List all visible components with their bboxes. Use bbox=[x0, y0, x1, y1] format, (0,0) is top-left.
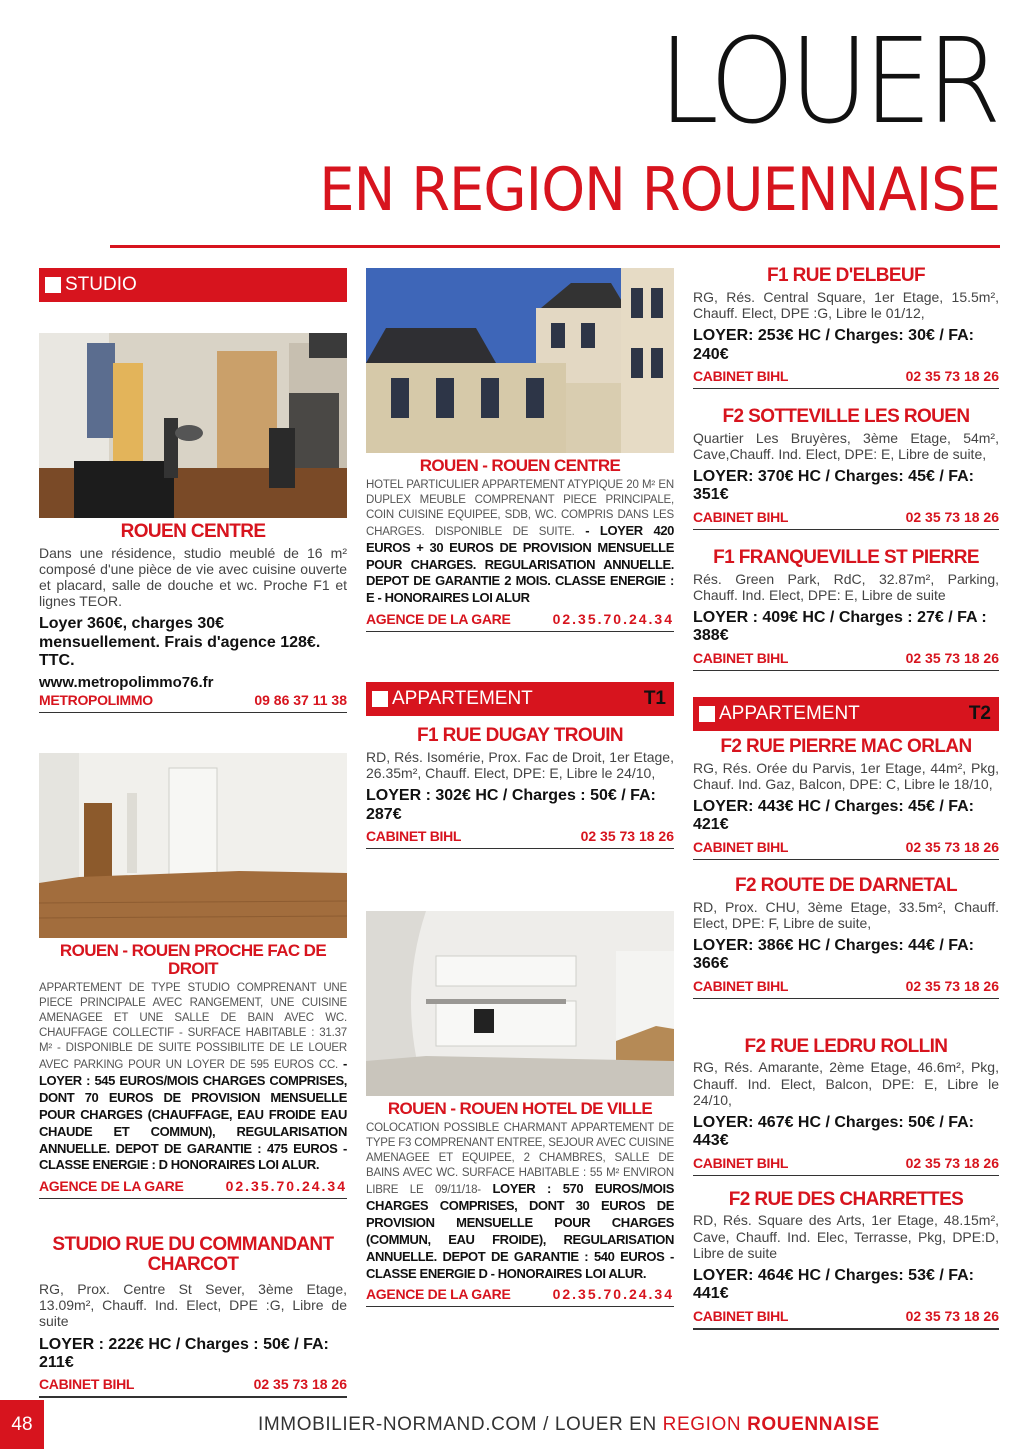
footer-rouennaise: ROUENNAISE bbox=[747, 1414, 880, 1435]
agency-name: CABINET BIHL bbox=[693, 977, 789, 994]
listing-contact bbox=[39, 692, 347, 712]
listing-rouen-centre bbox=[39, 522, 347, 713]
listing-photo-building bbox=[366, 268, 674, 453]
listing-contact bbox=[693, 1308, 999, 1328]
listing-description: RG, Rés. Amarante, 2ème Etage, 46.6m², Pkg, Chauff. Ind. Elect, Balcon, DPE: E, Libre le 24/10, bbox=[693, 1059, 999, 1108]
listing-studio-charcot bbox=[39, 1235, 347, 1398]
listing-title: F2 RUE LEDRU ROLLIN bbox=[744, 1035, 948, 1057]
listing-contact bbox=[693, 1155, 999, 1175]
agency-name: CABINET BIHL bbox=[693, 1307, 789, 1324]
agency-name: AGENCE DE LA GARE bbox=[366, 1286, 511, 1303]
listing-description-text: APPARTEMENT DE TYPE STUDIO COMPRENANT UNE PIECE PRINCIPALE AVEC RANGEMENT, UNE CUISINE AMENAGEE ET UNE SALLE DE BAIN AVEC WC. CHAUFFAGE COLLECTIF - SURFACE HABITABLE : 31.37 M² - DISPONIBLE DE SUITE POSSIBILITE DE LE LOUER AVEC PARKING POUR UN LOYER DE 595 EUROS CC. bbox=[39, 982, 347, 1071]
listing-rue-elbeuf bbox=[693, 266, 999, 389]
divider bbox=[693, 529, 999, 530]
listing-price-details: - LOYER : 545 EUROS/MOIS CHARGES COMPRISES, DONT 70 EUROS DE PROVISION MENSUELLE POUR CHARGES (CHAUFFAGE, EAU FROIDE EAU CHAUDE ET COMMUN), REGULARISATION ANNUELLE. DEPOT DE GARANTIE : 475 EUROS - CLASSE ENERGIE : D HONORAIRES LOI ALUR. bbox=[39, 1055, 347, 1173]
agency-name: METROPOLIMMO bbox=[39, 692, 153, 709]
listing-description bbox=[366, 1121, 674, 1282]
listing-description: Rés. Green Park, RdC, 32.87m², Parking, Chauff. Ind. Elect, DPE: E, Libre de suite bbox=[693, 570, 999, 603]
footer-louer: LOUER EN bbox=[554, 1414, 663, 1435]
section-label: APPARTEMENT bbox=[719, 702, 860, 724]
title-divider bbox=[110, 245, 1000, 248]
square-icon bbox=[372, 691, 388, 707]
agency-phone: 02 35 73 18 26 bbox=[580, 828, 674, 845]
listing-title: ROUEN - ROUEN HOTEL DE VILLE bbox=[387, 1099, 653, 1119]
agency-phone: 09 86 37 11 38 bbox=[254, 692, 347, 709]
listing-photo-empty-room bbox=[39, 753, 347, 938]
listing-title: ROUEN - ROUEN CENTRE bbox=[419, 456, 621, 475]
listing-title: F1 RUE DUGAY TROUIN bbox=[416, 725, 624, 747]
square-icon bbox=[45, 277, 61, 293]
listing-franqueville bbox=[693, 548, 999, 671]
listing-title: ROUEN CENTRE bbox=[120, 521, 266, 542]
listing-darnetal bbox=[693, 876, 999, 999]
agency-phone: 02 35 73 18 26 bbox=[905, 977, 999, 994]
column-3 bbox=[693, 266, 999, 1330]
listing-price: Loyer 360€, charges 30€ mensuellement. Frais d'agence 128€. TTC. bbox=[39, 615, 321, 670]
divider bbox=[693, 1328, 999, 1330]
page-number: 48 bbox=[0, 1400, 44, 1449]
agency-name: CABINET BIHL bbox=[693, 508, 789, 525]
listing-title: F1 FRANQUEVILLE ST PIERRE bbox=[713, 546, 979, 568]
agency-phone: 02.35.70.24.34 bbox=[552, 1286, 674, 1303]
divider bbox=[366, 1306, 674, 1307]
listing-contact bbox=[693, 839, 999, 859]
listing-price: LOYER : 409€ HC / Charges : 27€ / FA : 388€ bbox=[693, 608, 987, 645]
agency-name: CABINET BIHL bbox=[366, 828, 462, 845]
listing-description: RD, Rés. Isomérie, Prox. Fac de Droit, 1er Etage, 26.35m², Chauff. Elect, DPE: E, Libre le 24/10, bbox=[366, 749, 674, 782]
agency-name: AGENCE DE LA GARE bbox=[39, 1178, 184, 1195]
footer-text bbox=[258, 1414, 880, 1436]
divider bbox=[693, 670, 999, 671]
divider bbox=[693, 1175, 999, 1176]
divider bbox=[693, 998, 999, 999]
listing-title: STUDIO RUE DU COMMANDANT CHARCOT bbox=[52, 1234, 334, 1276]
listing-price: LOYER: 464€ HC / Charges: 53€ / FA: 441€ bbox=[693, 1266, 974, 1303]
listing-price: LOYER: 253€ HC / Charges: 30€ / FA: 240€ bbox=[693, 327, 974, 363]
listing-title: F2 SOTTEVILLE LES ROUEN bbox=[722, 405, 970, 427]
agency-phone: 02 35 73 18 26 bbox=[253, 1376, 347, 1393]
listing-photo-kitchen bbox=[366, 911, 674, 1096]
agency-phone: 02 35 73 18 26 bbox=[905, 367, 999, 384]
listing-rouen-hotel-de-ville bbox=[366, 1100, 674, 1307]
listing-price: LOYER: 467€ HC / Charges: 50€ / FA: 443€ bbox=[693, 1113, 974, 1150]
listing-contact bbox=[693, 509, 999, 529]
divider bbox=[693, 859, 999, 860]
type-tag: T2 bbox=[968, 702, 991, 724]
agency-name: CABINET BIHL bbox=[693, 649, 789, 666]
agency-name: CABINET BIHL bbox=[693, 838, 789, 855]
divider bbox=[39, 1396, 347, 1398]
listing-contact bbox=[39, 1178, 347, 1198]
column-1 bbox=[39, 268, 347, 1398]
listing-contact bbox=[366, 1286, 674, 1306]
section-label: APPARTEMENT bbox=[392, 688, 533, 710]
listing-description: RG, Rés. Central Square, 1er Etage, 15.5m², Chauff. Elect, DPE :G, Libre le 01/12, bbox=[693, 288, 999, 322]
listing-title: F1 RUE D'ELBEUF bbox=[766, 265, 926, 286]
listing-description: RD, Prox. CHU, 3ème Etage, 33.5m², Chauff. Elect, DPE: F, Libre de suite, bbox=[693, 898, 999, 931]
divider bbox=[693, 388, 999, 389]
listing-dugay-trouin bbox=[366, 726, 674, 849]
listing-price: LOYER : 222€ HC / Charges : 50€ / FA: 211€ bbox=[39, 1335, 329, 1371]
agency-name: CABINET BIHL bbox=[39, 1376, 135, 1393]
section-header-studio bbox=[39, 268, 347, 302]
listing-title: F2 RUE PIERRE MAC ORLAN bbox=[720, 735, 972, 757]
listing-contact bbox=[693, 650, 999, 670]
divider bbox=[39, 712, 347, 713]
listing-mac-orlan bbox=[693, 737, 999, 860]
listing-title: F2 ROUTE DE DARNETAL bbox=[735, 874, 957, 896]
listing-description: Dans une résidence, studio meublé de 16 m² composé d'une pièce de vie avec cuisine ouverte et placard, salle de douche et wc. Proche F1 et lignes TEOR. bbox=[39, 544, 347, 610]
agency-phone: 02.35.70.24.34 bbox=[225, 1178, 347, 1195]
listing-title: ROUEN - ROUEN PROCHE FAC DE DROIT bbox=[59, 941, 327, 979]
listing-contact bbox=[366, 611, 674, 631]
agency-phone: 02 35 73 18 26 bbox=[905, 838, 999, 855]
listing-price: LOYER : 302€ HC / Charges : 50€ / FA: 287€ bbox=[366, 787, 656, 823]
square-icon bbox=[699, 706, 715, 722]
listing-price: LOYER: 386€ HC / Charges: 44€ / FA: 366€ bbox=[693, 936, 974, 973]
listing-description bbox=[39, 981, 347, 1174]
divider bbox=[366, 848, 674, 849]
page-subtitle: EN REGION ROUENNAISE bbox=[319, 155, 1000, 225]
agency-phone: 02.35.70.24.34 bbox=[552, 611, 674, 628]
agency-name: AGENCE DE LA GARE bbox=[366, 611, 511, 628]
listing-title: F2 RUE DES CHARRETTES bbox=[728, 1188, 964, 1210]
agency-phone: 02 35 73 18 26 bbox=[905, 508, 999, 525]
agency-name: CABINET BIHL bbox=[693, 367, 789, 384]
divider bbox=[39, 1198, 347, 1199]
listing-price: LOYER: 443€ HC / Charges: 45€ / FA: 421€ bbox=[693, 797, 974, 834]
listing-description: RG, Prox. Centre St Sever, 3ème Etage, 13.09m², Chauff. Ind. Elect, DPE :G, Libre de suite bbox=[39, 1281, 347, 1330]
listing-website: www.metropolimmo76.fr bbox=[39, 674, 214, 692]
listing-photo-studio-interior bbox=[39, 333, 347, 518]
footer-region: REGION bbox=[662, 1414, 748, 1435]
column-2 bbox=[366, 268, 674, 1307]
divider bbox=[366, 631, 674, 632]
listing-description: RG, Rés. Orée du Parvis, 1er Etage, 44m², Pkg, Chauf. Ind. Gaz, Balcon, DPE: C, Libre le 18/10, bbox=[693, 759, 999, 792]
section-header-appartement-t1 bbox=[366, 682, 674, 716]
agency-phone: 02 35 73 18 26 bbox=[905, 1307, 999, 1324]
footer-site: IMMOBILIER-NORMAND.COM / bbox=[258, 1414, 555, 1435]
type-tag: T1 bbox=[643, 688, 666, 710]
listing-description: Quartier Les Bruyères, 3ème Etage, 54m², Cave,Chauff. Ind. Elect, DPE: E, Libre de suite, bbox=[693, 429, 999, 462]
agency-phone: 02 35 73 18 26 bbox=[905, 649, 999, 666]
listing-contact bbox=[366, 828, 674, 848]
listing-contact bbox=[693, 978, 999, 998]
listing-price-details: LOYER : 570 EUROS/MOIS CHARGES COMPRISES, DONT 30 EUROS DE PROVISION MENSUELLE POUR CHARGES (COMMUN, EAU FROIDE), REGULARISATION ANNUELLE. DEPOT DE GARANTIE : 540 EUROS - CLASSE ENERGIE D - HONORAIRES LOI ALUR. bbox=[366, 1180, 674, 1281]
listing-price: LOYER: 370€ HC / Charges: 45€ / FA: 351€ bbox=[693, 468, 974, 504]
listing-contact bbox=[693, 368, 999, 388]
listing-description-text: COLOCATION POSSIBLE CHARMANT APPARTEMENT DE TYPE F3 COMPRENANT ENTREE, SEJOUR AVEC CUISINE AMENAGEE ET EQUIPEE, 2 CHAMBRES, SALLE DE BAINS AVEC WC. SURFACE HABITABLE : 55 M² ENVIRON LIBRE LE 09/11/18- bbox=[366, 1122, 674, 1196]
section-label: STUDIO bbox=[65, 274, 137, 295]
agency-phone: 02 35 73 18 26 bbox=[905, 1154, 999, 1171]
listing-description: RD, Rés. Square des Arts, 1er Etage, 48.15m², Cave, Chauff. Ind. Elec, Terrasse, Pkg, DPE:D, Libre de suite bbox=[693, 1212, 999, 1261]
listing-description-text: HOTEL PARTICULIER APPARTEMENT ATYPIQUE 20 M² EN DUPLEX MEUBLE COMPRENANT PIECE PRINCIPALE, COIN CUISINE EQUIPEE, SDB, WC. COMPRIS DANS LES CHARGES. DISPONIBLE DE SUITE. bbox=[366, 478, 674, 538]
listing-rouen-fac-droit bbox=[39, 942, 347, 1199]
agency-name: CABINET BIHL bbox=[693, 1154, 789, 1171]
listing-price-details: - LOYER 420 EUROS + 30 EUROS DE PROVISION MENSUELLE POUR CHARGES. REGULARISATION ANNUELLE. DEPOT DE GARANTIE 2 MOIS. CLASSE ENERGIE : E - HONORAIRES LOI ALUR bbox=[366, 522, 674, 606]
listing-contact bbox=[39, 1376, 347, 1396]
listing-sotteville bbox=[693, 407, 999, 530]
listing-ledru-rollin bbox=[693, 1037, 999, 1176]
listing-charrettes bbox=[693, 1190, 999, 1330]
page-title: LOUER bbox=[658, 12, 996, 150]
section-header-appartement-t2 bbox=[693, 697, 999, 731]
listing-rouen-centre-2 bbox=[366, 457, 674, 632]
listing-description bbox=[366, 478, 674, 608]
